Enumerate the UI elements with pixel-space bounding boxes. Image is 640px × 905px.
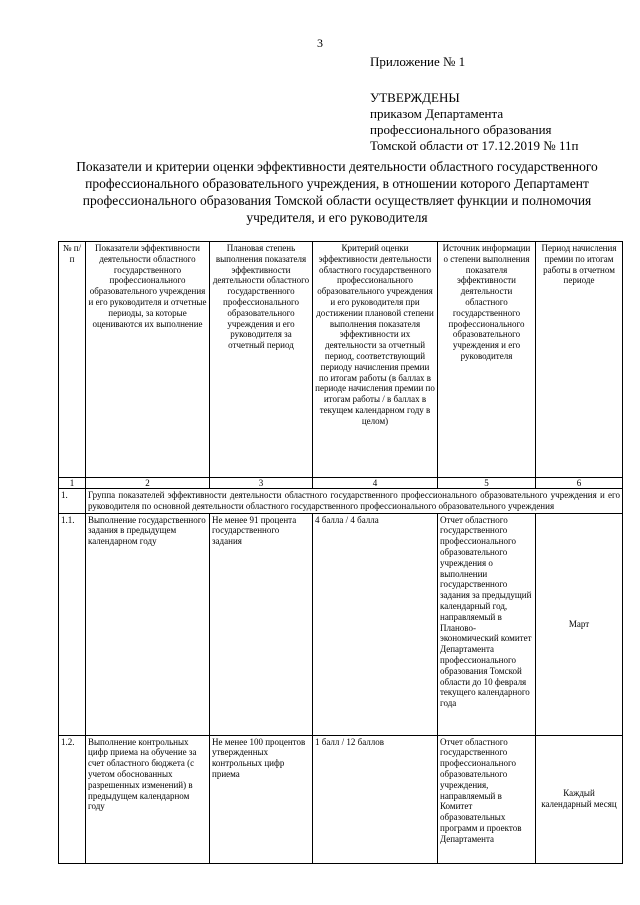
document-title: Показатели и критерии оценки эффективности деятельности областного государственного профессионального образовательного учреждения, в отношении которого Департамент профессионального образования Томской области осуществляет функции и полномочия учредителя, и его руководителя bbox=[76, 159, 598, 225]
approval-order-line-1: приказом Департамента bbox=[370, 106, 504, 121]
row-period: Каждый календарный месяц bbox=[536, 735, 623, 863]
row-criterion: 4 балла / 4 балла bbox=[313, 513, 438, 735]
column-number: 4 bbox=[313, 478, 438, 489]
group-title: Группа показателей эффективности деятельности областного государственного профессионального образовательного учреждения и его руководителя по основной деятельности областного государственного профессионального образовательного учреждения bbox=[86, 489, 623, 514]
row-criterion: 1 балл / 12 баллов bbox=[313, 735, 438, 863]
row-indicator: Выполнение контрольных цифр приема на обучение за счет областного бюджета (с учетом обоснованных разрешенных изменений) в предыдущем календарном году bbox=[86, 735, 210, 863]
row-period: Март bbox=[536, 513, 623, 735]
approval-order-line-3: Томской области от 17.12.2019 № 11п bbox=[370, 138, 579, 153]
appendix-label: Приложение № 1 bbox=[370, 54, 466, 69]
indicators-table bbox=[58, 241, 623, 864]
row-number: 1.2. bbox=[59, 735, 86, 863]
column-number: 1 bbox=[59, 478, 86, 489]
row-plan: Не менее 100 процентов утвержденных контрольных цифр приема bbox=[210, 735, 313, 863]
row-plan: Не менее 91 процента государственного задания bbox=[210, 513, 313, 735]
group-row bbox=[59, 489, 623, 514]
row-source: Отчет областного государственного профессионального образовательного учреждения, направляемый в Комитет образовательных программ и проектов Департамента bbox=[438, 735, 536, 863]
column-header-plan: Плановая степень выполнения показателя эффективности деятельности областного государственного профессионального образовательного учреждения и его руководителя за отчетный период bbox=[210, 242, 313, 478]
row-source: Отчет областного государственного профессионального образовательного учреждения о выполнении государственного задания за предыдущий календарный год, направляемый в Планово-экономический комитет Департамента профессионального образования Томской области до 10 февраля текущего календарного года bbox=[438, 513, 536, 735]
approval-order-line-2: профессионального образования bbox=[370, 122, 552, 137]
column-number: 2 bbox=[86, 478, 210, 489]
table-header-row bbox=[59, 242, 623, 478]
table-row bbox=[59, 513, 623, 735]
row-number: 1.1. bbox=[59, 513, 86, 735]
column-number: 5 bbox=[438, 478, 536, 489]
column-header-criterion: Критерий оценки эффективности деятельности областного государственного профессионального образовательного учреждения и его руководителя при достижении плановой степени выполнения показателя эффективности их деятельности за отчетный период, соответствующий периоду начисления премии по итогам работы (в баллах в периоде начисления премии по итогам работы / в баллах в текущем календарном году в целом) bbox=[313, 242, 438, 478]
column-number: 3 bbox=[210, 478, 313, 489]
group-number: 1. bbox=[59, 489, 86, 514]
column-header-period: Период начисления премии по итогам работы в отчетном периоде bbox=[536, 242, 623, 478]
column-header-number: № п/п bbox=[59, 242, 86, 478]
page-number: 3 bbox=[317, 36, 323, 50]
column-header-source: Источник информации о степени выполнения показателя эффективности деятельности областного государственного профессионального образовательного учреждения и его руководителя bbox=[438, 242, 536, 478]
column-header-indicator: Показатели эффективности деятельности областного государственного профессионального образовательного учреждения и его руководителя и отчетные периоды, за которые оцениваются их выполнение bbox=[86, 242, 210, 478]
row-indicator: Выполнение государственного задания в предыдущем календарном году bbox=[86, 513, 210, 735]
column-number-row bbox=[59, 478, 623, 489]
column-number: 6 bbox=[536, 478, 623, 489]
approved-label: УТВЕРЖДЕНЫ bbox=[370, 90, 460, 105]
table-row bbox=[59, 735, 623, 863]
